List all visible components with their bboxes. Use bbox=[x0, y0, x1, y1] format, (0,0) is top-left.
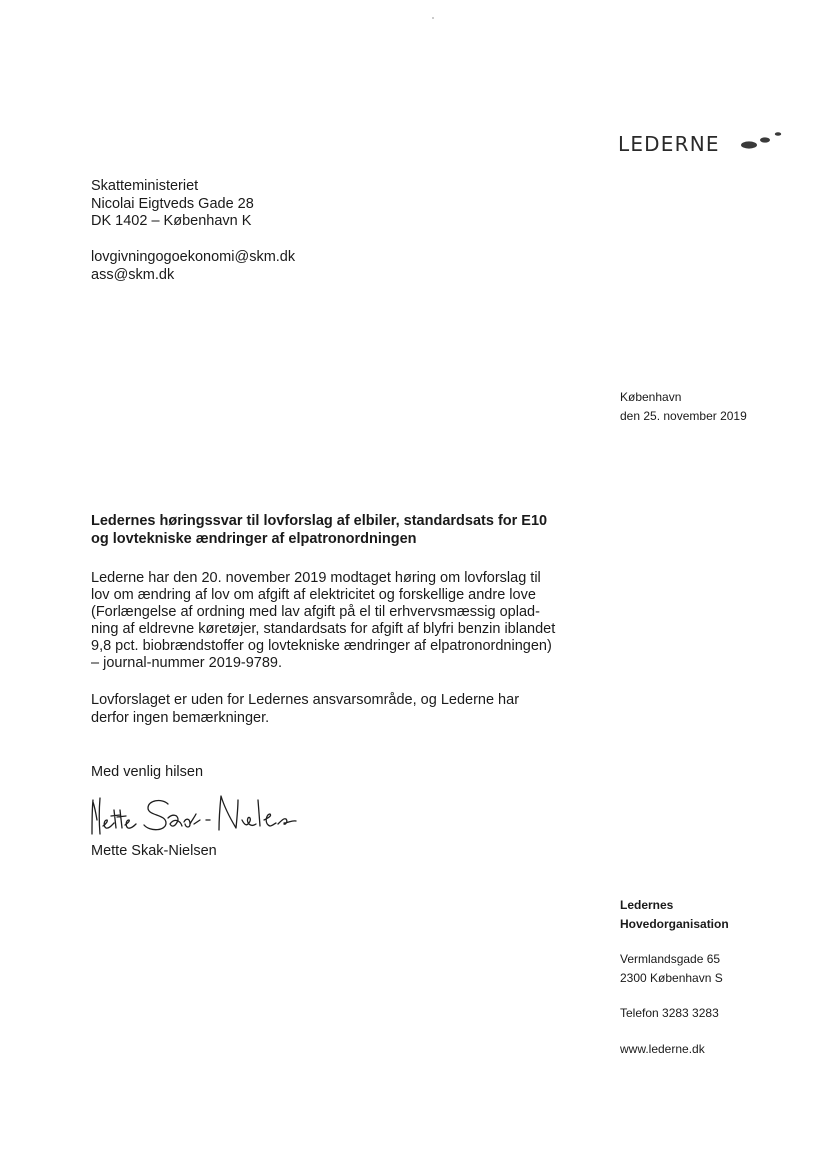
body-line: – journal-nummer 2019-9789. bbox=[91, 654, 283, 671]
letter-subject bbox=[91, 512, 611, 548]
subject-line: og lovtekniske ændringer af elpatronordningen bbox=[91, 531, 417, 547]
org-line: Ledernes bbox=[620, 898, 674, 912]
logo-dots-icon bbox=[740, 128, 792, 154]
recipient-name: Skatteministeriet bbox=[91, 178, 199, 194]
closing-greeting: Med venlig hilsen bbox=[91, 764, 204, 780]
org-line: Hovedorganisation bbox=[620, 917, 729, 931]
email-line: ass@skm.dk bbox=[91, 266, 175, 283]
body-line: Lederne har den 20. november 2019 modtaget høring om lovforslag til bbox=[91, 570, 541, 586]
handwritten-signature bbox=[86, 790, 301, 842]
email-line: lovgivningogoekonomi@skm.dk bbox=[91, 249, 296, 265]
body-line: (Forlængelse af ordning med lav afgift på el til erhvervsmæssig oplad- bbox=[91, 603, 540, 620]
lederne-logo bbox=[618, 128, 793, 160]
sender-address bbox=[620, 950, 723, 988]
logo-wordmark: LEDERNE bbox=[618, 132, 720, 156]
signer-name: Mette Skak-Nielsen bbox=[91, 843, 217, 859]
address-line: Vermlandsgade 65 bbox=[620, 952, 721, 966]
subject-line: Ledernes høringssvar til lovforslag af elbiler, standardsats for E10 bbox=[91, 513, 548, 529]
scan-speck bbox=[432, 17, 434, 19]
recipient-emails bbox=[91, 249, 295, 284]
sender-organisation bbox=[620, 896, 729, 934]
date-place: København bbox=[620, 390, 682, 404]
body-paragraph-2 bbox=[91, 692, 519, 727]
sender-phone: Telefon 3283 3283 bbox=[620, 1006, 719, 1020]
recipient-street: Nicolai Eigtveds Gade 28 bbox=[91, 195, 254, 212]
recipient-city: DK 1402 – København K bbox=[91, 213, 252, 229]
body-line: derfor ingen bemærkninger. bbox=[91, 709, 270, 726]
sender-website: www.lederne.dk bbox=[620, 1042, 705, 1056]
recipient-address bbox=[91, 178, 254, 231]
body-line: ning af eldrevne køretøjer, standardsats for afgift af blyfri benzin iblandet bbox=[91, 620, 556, 637]
body-line: Lovforslaget er uden for Ledernes ansvarsområde, og Lederne har bbox=[91, 692, 520, 708]
body-line: 9,8 pct. biobrændstoffer og lovtekniske ændringer af elpatronordningen) bbox=[91, 637, 552, 654]
date-block bbox=[620, 388, 747, 426]
body-line: lov om ændring af lov om afgift af elektricitet og forskellige andre love bbox=[91, 586, 536, 603]
address-line: 2300 København S bbox=[620, 971, 723, 985]
body-paragraph-1 bbox=[91, 570, 555, 671]
date-text: den 25. november 2019 bbox=[620, 409, 747, 423]
